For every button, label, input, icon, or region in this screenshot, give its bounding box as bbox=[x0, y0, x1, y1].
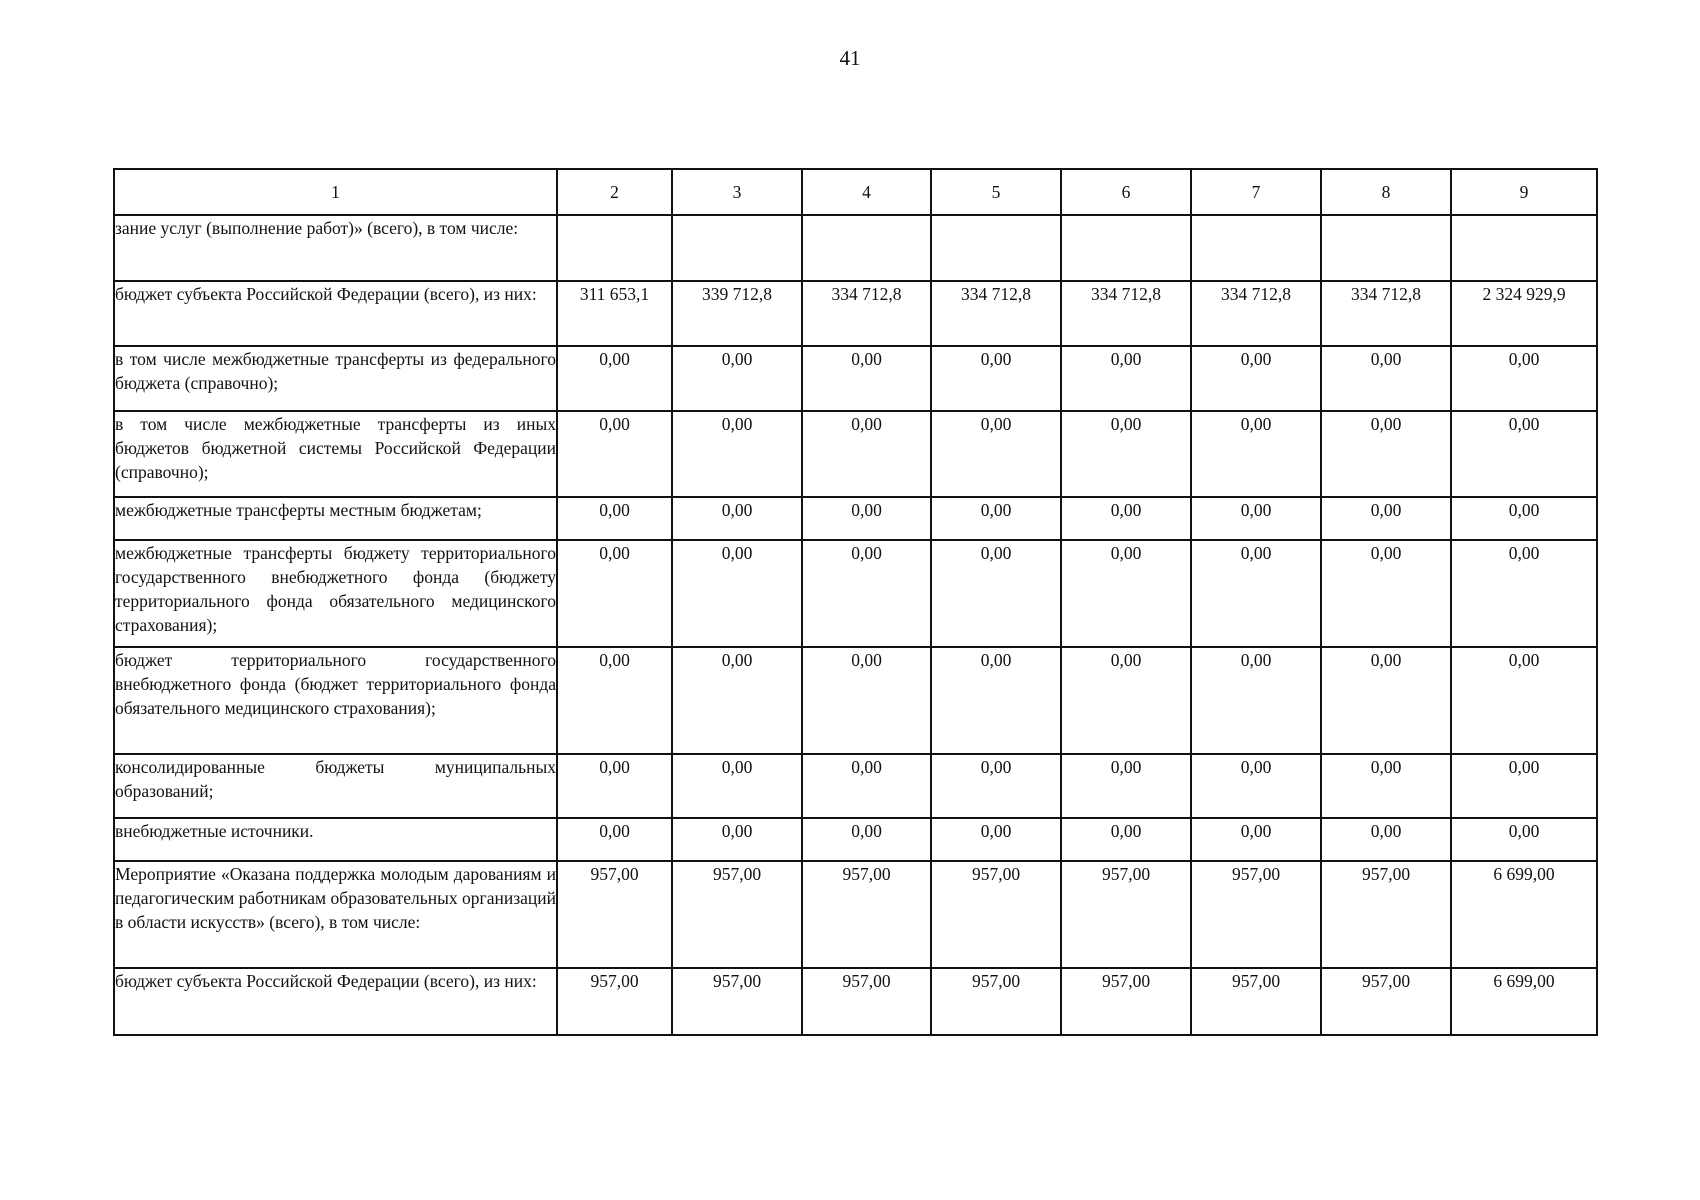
value-cell-col-8: 957,00 bbox=[1321, 861, 1451, 968]
row-label: бюджет субъекта Российской Федерации (всего), из них: bbox=[114, 281, 557, 346]
value-cell-col-5: 957,00 bbox=[931, 968, 1061, 1035]
value-cell-col-6: 0,00 bbox=[1061, 411, 1191, 497]
value-cell-col-3 bbox=[672, 215, 802, 281]
value-cell-col-5: 0,00 bbox=[931, 818, 1061, 861]
value-cell-col-3: 957,00 bbox=[672, 968, 802, 1035]
value-cell-col-8: 0,00 bbox=[1321, 497, 1451, 540]
value-cell-col-2: 0,00 bbox=[557, 647, 672, 754]
row-label: межбюджетные трансферты местным бюджетам; bbox=[114, 497, 557, 540]
value-cell-col-6: 0,00 bbox=[1061, 346, 1191, 411]
value-cell-col-8: 0,00 bbox=[1321, 754, 1451, 818]
value-cell-col-5: 0,00 bbox=[931, 647, 1061, 754]
value-cell-col-6: 334 712,8 bbox=[1061, 281, 1191, 346]
value-cell-col-7: 0,00 bbox=[1191, 497, 1321, 540]
value-cell-col-7: 957,00 bbox=[1191, 861, 1321, 968]
value-cell-col-9: 0,00 bbox=[1451, 818, 1597, 861]
value-cell-col-6: 0,00 bbox=[1061, 540, 1191, 647]
row-label: в том числе межбюджетные трансферты из федерального бюджета (справочно); bbox=[114, 346, 557, 411]
value-cell-col-8: 957,00 bbox=[1321, 968, 1451, 1035]
value-cell-col-7: 0,00 bbox=[1191, 346, 1321, 411]
value-cell-col-8 bbox=[1321, 215, 1451, 281]
row-label: межбюджетные трансферты бюджету территориального государственного внебюджетного фонда (бюджету территориального фонда обязательного медицинского страхования); bbox=[114, 540, 557, 647]
table-row bbox=[114, 647, 1597, 754]
header-cell: 6 bbox=[1061, 169, 1191, 215]
value-cell-col-8: 0,00 bbox=[1321, 346, 1451, 411]
table-row bbox=[114, 540, 1597, 647]
row-label: бюджет субъекта Российской Федерации (всего), из них: bbox=[114, 968, 557, 1035]
header-cell: 2 bbox=[557, 169, 672, 215]
value-cell-col-9: 0,00 bbox=[1451, 346, 1597, 411]
value-cell-col-6 bbox=[1061, 215, 1191, 281]
value-cell-col-4: 957,00 bbox=[802, 861, 931, 968]
value-cell-col-9: 0,00 bbox=[1451, 540, 1597, 647]
value-cell-col-6: 0,00 bbox=[1061, 647, 1191, 754]
row-label: Мероприятие «Оказана поддержка молодым дарованиям и педагогическим работникам образовательных организаций в области искусств» (всего), в том числе: bbox=[114, 861, 557, 968]
value-cell-col-8: 0,00 bbox=[1321, 411, 1451, 497]
header-cell: 9 bbox=[1451, 169, 1597, 215]
value-cell-col-9: 6 699,00 bbox=[1451, 968, 1597, 1035]
value-cell-col-7 bbox=[1191, 215, 1321, 281]
value-cell-col-8: 334 712,8 bbox=[1321, 281, 1451, 346]
value-cell-col-5: 334 712,8 bbox=[931, 281, 1061, 346]
budget-table bbox=[113, 168, 1598, 1036]
value-cell-col-8: 0,00 bbox=[1321, 540, 1451, 647]
value-cell-col-5: 0,00 bbox=[931, 754, 1061, 818]
value-cell-col-9: 6 699,00 bbox=[1451, 861, 1597, 968]
value-cell-col-5: 0,00 bbox=[931, 540, 1061, 647]
value-cell-col-2: 0,00 bbox=[557, 497, 672, 540]
value-cell-col-7: 0,00 bbox=[1191, 411, 1321, 497]
value-cell-col-4: 0,00 bbox=[802, 497, 931, 540]
value-cell-col-9: 0,00 bbox=[1451, 647, 1597, 754]
value-cell-col-3: 0,00 bbox=[672, 818, 802, 861]
value-cell-col-9: 0,00 bbox=[1451, 411, 1597, 497]
value-cell-col-6: 0,00 bbox=[1061, 754, 1191, 818]
value-cell-col-4: 0,00 bbox=[802, 818, 931, 861]
value-cell-col-2: 0,00 bbox=[557, 540, 672, 647]
value-cell-col-5: 0,00 bbox=[931, 346, 1061, 411]
table-row bbox=[114, 411, 1597, 497]
value-cell-col-2: 0,00 bbox=[557, 411, 672, 497]
value-cell-col-5: 0,00 bbox=[931, 411, 1061, 497]
value-cell-col-6: 0,00 bbox=[1061, 497, 1191, 540]
table-row bbox=[114, 818, 1597, 861]
value-cell-col-3: 0,00 bbox=[672, 346, 802, 411]
value-cell-col-4: 957,00 bbox=[802, 968, 931, 1035]
value-cell-col-9: 0,00 bbox=[1451, 497, 1597, 540]
value-cell-col-6: 957,00 bbox=[1061, 968, 1191, 1035]
value-cell-col-7: 0,00 bbox=[1191, 540, 1321, 647]
table-body bbox=[114, 215, 1597, 1035]
row-label: зание услуг (выполнение работ)» (всего), в том числе: bbox=[114, 215, 557, 281]
value-cell-col-2: 957,00 bbox=[557, 861, 672, 968]
value-cell-col-2: 0,00 bbox=[557, 346, 672, 411]
value-cell-col-3: 0,00 bbox=[672, 411, 802, 497]
value-cell-col-7: 0,00 bbox=[1191, 647, 1321, 754]
value-cell-col-4: 334 712,8 bbox=[802, 281, 931, 346]
value-cell-col-6: 0,00 bbox=[1061, 818, 1191, 861]
value-cell-col-7: 334 712,8 bbox=[1191, 281, 1321, 346]
table-row bbox=[114, 497, 1597, 540]
value-cell-col-2: 311 653,1 bbox=[557, 281, 672, 346]
header-cell: 3 bbox=[672, 169, 802, 215]
value-cell-col-3: 957,00 bbox=[672, 861, 802, 968]
value-cell-col-4: 0,00 bbox=[802, 411, 931, 497]
value-cell-col-7: 0,00 bbox=[1191, 818, 1321, 861]
value-cell-col-5: 0,00 bbox=[931, 497, 1061, 540]
value-cell-col-3: 0,00 bbox=[672, 540, 802, 647]
value-cell-col-6: 957,00 bbox=[1061, 861, 1191, 968]
header-cell: 7 bbox=[1191, 169, 1321, 215]
value-cell-col-3: 0,00 bbox=[672, 754, 802, 818]
header-cell: 4 bbox=[802, 169, 931, 215]
table-row bbox=[114, 281, 1597, 346]
row-label: внебюджетные источники. bbox=[114, 818, 557, 861]
table-row bbox=[114, 215, 1597, 281]
table-row bbox=[114, 346, 1597, 411]
value-cell-col-7: 957,00 bbox=[1191, 968, 1321, 1035]
header-cell: 8 bbox=[1321, 169, 1451, 215]
table-row bbox=[114, 968, 1597, 1035]
value-cell-col-2: 0,00 bbox=[557, 818, 672, 861]
value-cell-col-3: 339 712,8 bbox=[672, 281, 802, 346]
header-row bbox=[114, 169, 1597, 215]
value-cell-col-9: 0,00 bbox=[1451, 754, 1597, 818]
header-cell: 5 bbox=[931, 169, 1061, 215]
value-cell-col-4: 0,00 bbox=[802, 647, 931, 754]
value-cell-col-5: 957,00 bbox=[931, 861, 1061, 968]
page-number: 41 bbox=[839, 46, 861, 70]
value-cell-col-2: 0,00 bbox=[557, 754, 672, 818]
value-cell-col-2: 957,00 bbox=[557, 968, 672, 1035]
row-label: в том числе межбюджетные трансферты из иных бюджетов бюджетной системы Российской Федерации (справочно); bbox=[114, 411, 557, 497]
value-cell-col-4: 0,00 bbox=[802, 346, 931, 411]
value-cell-col-5 bbox=[931, 215, 1061, 281]
value-cell-col-3: 0,00 bbox=[672, 647, 802, 754]
row-label: бюджет территориального государственного внебюджетного фонда (бюджет территориального фонда обязательного медицинского страхования); bbox=[114, 647, 557, 754]
value-cell-col-2 bbox=[557, 215, 672, 281]
value-cell-col-9 bbox=[1451, 215, 1597, 281]
value-cell-col-8: 0,00 bbox=[1321, 818, 1451, 861]
value-cell-col-7: 0,00 bbox=[1191, 754, 1321, 818]
header-cell: 1 bbox=[114, 169, 557, 215]
value-cell-col-4: 0,00 bbox=[802, 540, 931, 647]
value-cell-col-4: 0,00 bbox=[802, 754, 931, 818]
table-row bbox=[114, 754, 1597, 818]
value-cell-col-8: 0,00 bbox=[1321, 647, 1451, 754]
value-cell-col-4 bbox=[802, 215, 931, 281]
value-cell-col-3: 0,00 bbox=[672, 497, 802, 540]
value-cell-col-9: 2 324 929,9 bbox=[1451, 281, 1597, 346]
row-label: консолидированные бюджеты муниципальных образований; bbox=[114, 754, 557, 818]
table-row bbox=[114, 861, 1597, 968]
